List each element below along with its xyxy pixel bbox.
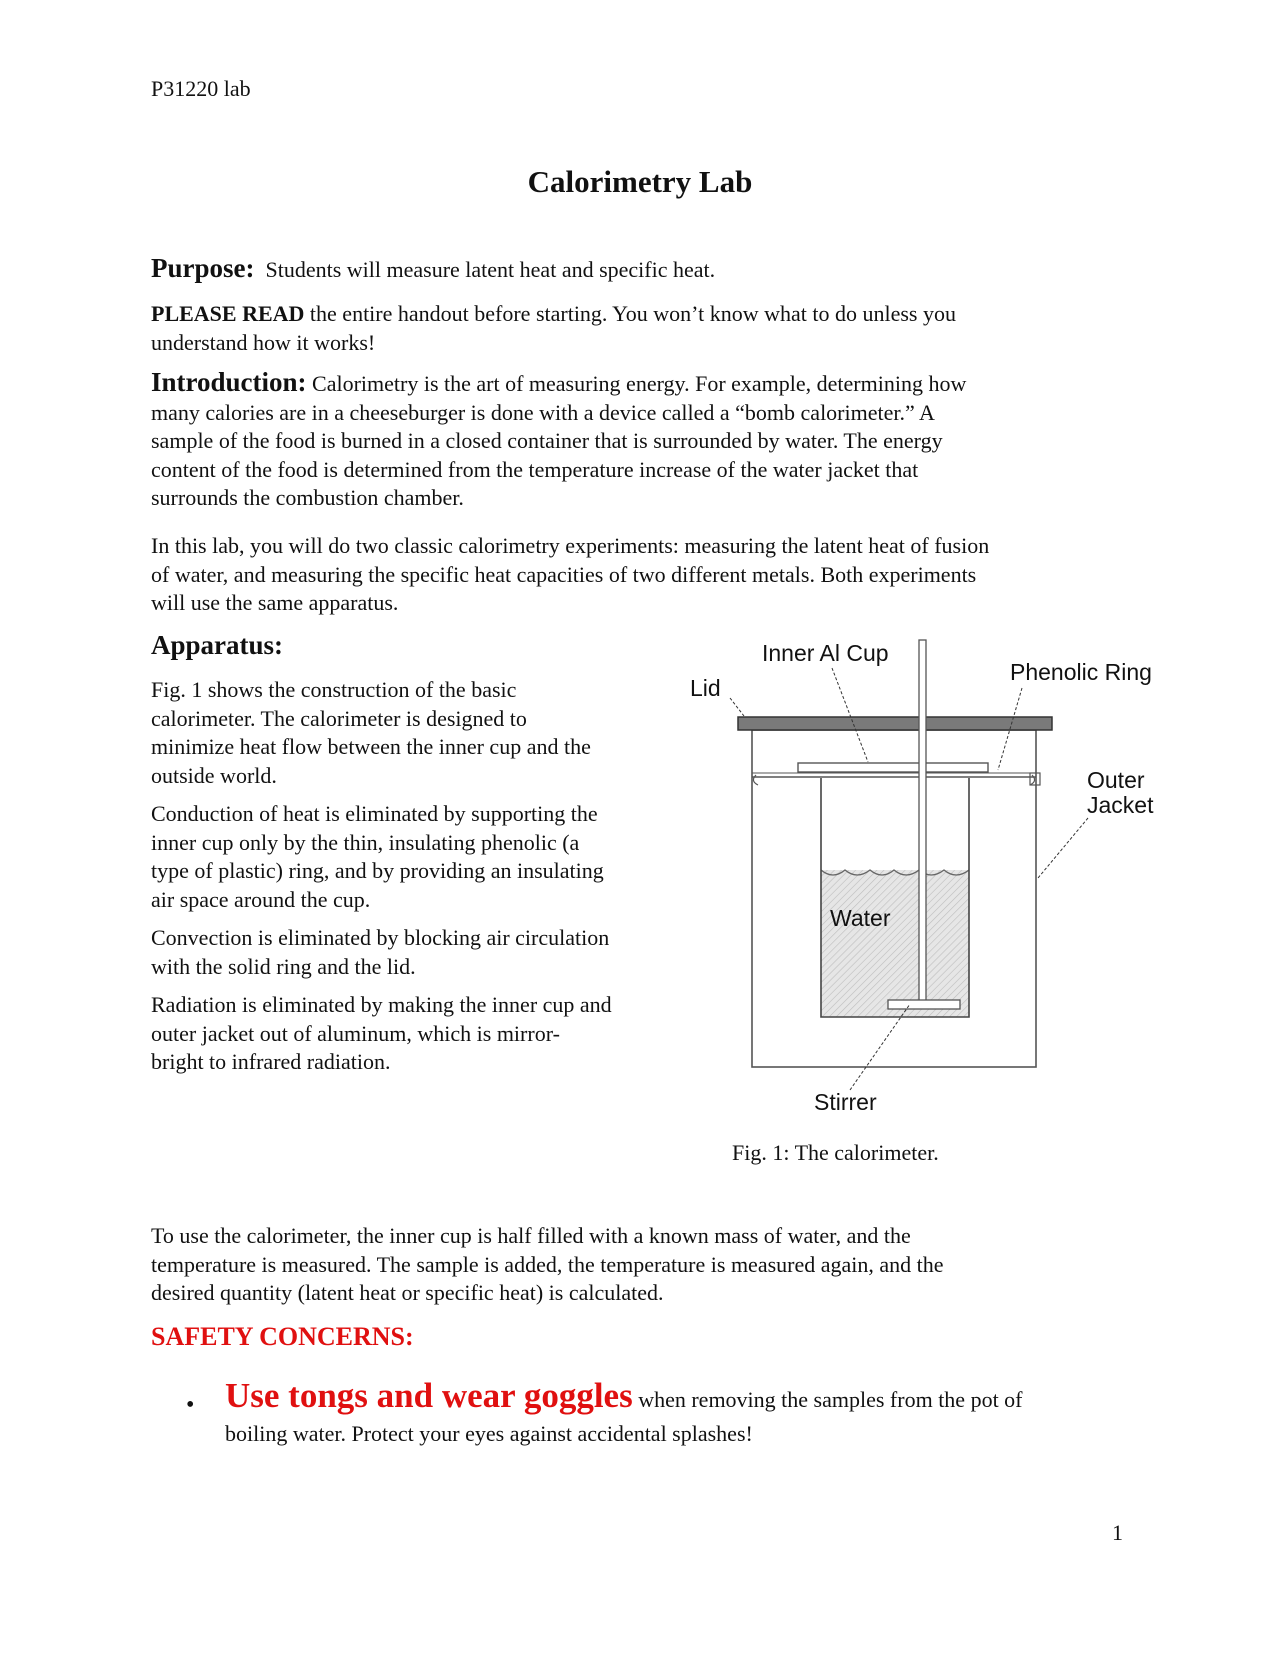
introduction-line: sample of the food is burned in a closed container that is surrounded by water. The energy — [151, 428, 943, 453]
safety-emphasis: Use tongs and wear goggles — [225, 1376, 633, 1415]
page-number: 1 — [1112, 1520, 1123, 1545]
course-header: P31220 lab — [151, 76, 251, 101]
apparatus-line: Convection is eliminated by blocking air circulation — [151, 925, 610, 950]
apparatus-heading: Apparatus: — [151, 630, 284, 660]
purpose-heading: Purpose: — [151, 253, 255, 283]
page-title: Calorimetry Lab — [527, 164, 753, 199]
apparatus-line: with the solid ring and the lid. — [151, 953, 416, 979]
safety-rest-line1: when removing the samples from the pot of — [638, 1387, 1023, 1412]
label-inner-al-cup: Inner Al Cup — [762, 640, 889, 666]
inner-cup — [821, 778, 969, 1017]
safety-rest-line2: boiling water. Protect your eyes against accidental splashes! — [225, 1421, 753, 1446]
purpose-text: Students will measure latent heat and specific heat. — [265, 257, 716, 282]
lab-description-line: In this lab, you will do two classic calorimetry experiments: measuring the latent heat of fusion — [151, 533, 990, 558]
apparatus-line: bright to infrared radiation. — [151, 1049, 391, 1074]
apparatus-line: outside world. — [151, 762, 277, 788]
apparatus-line: minimize heat flow between the inner cup and the — [151, 734, 591, 759]
label-stirrer: Stirrer — [814, 1089, 877, 1115]
water-fill — [821, 870, 969, 1017]
figure-caption: Fig. 1: The calorimeter. — [732, 1140, 939, 1165]
apparatus-line: Conduction of heat is eliminated by supporting the — [151, 801, 598, 826]
please-read-bold: PLEASE READ — [151, 301, 305, 326]
label-outer: Outer — [1087, 767, 1145, 793]
apparatus-line: air space around the cup. — [151, 886, 371, 912]
apparatus-line: Radiation is eliminated by making the inner cup and — [151, 992, 612, 1017]
lab-description-line: of water, and measuring the specific heat capacities of two different metals. Both experiments — [151, 561, 977, 587]
usage-line: To use the calorimeter, the inner cup is half filled with a known mass of water, and the — [151, 1223, 911, 1248]
usage-line: desired quantity (latent heat or specific heat) is calculated. — [151, 1280, 664, 1305]
phenolic-ring — [752, 763, 1040, 785]
usage-line: temperature is measured. The sample is added, the temperature is measured again, and the — [151, 1251, 944, 1277]
bullet-point: • — [186, 1392, 195, 1418]
apparatus-line: outer jacket out of aluminum, which is mirror- — [151, 1020, 560, 1046]
apparatus-line: inner cup only by the thin, insulating phenolic (a — [151, 829, 580, 855]
introduction-line: many calories are in a cheeseburger is done with a device called a “bomb calorimeter.” A — [151, 399, 935, 425]
label-water: Water — [830, 905, 891, 931]
apparatus-line: type of plastic) ring, and by providing an insulating — [151, 858, 604, 883]
lab-description-line: will use the same apparatus. — [151, 590, 399, 615]
label-phenolic-ring: Phenolic Ring — [1010, 659, 1152, 685]
label-jacket: Jacket — [1087, 792, 1154, 818]
usage-section — [151, 1222, 944, 1308]
introduction-line: surrounds the combustion chamber. — [151, 485, 464, 510]
apparatus-line: Fig. 1 shows the construction of the basic — [151, 677, 517, 702]
introduction-line: content of the food is determined from the temperature increase of the water jacket that — [151, 456, 919, 482]
please-read-line2: understand how it works! — [151, 329, 376, 355]
safety-heading: SAFETY CONCERNS: — [151, 1322, 414, 1351]
apparatus-line: calorimeter. The calorimeter is designed to — [151, 705, 527, 731]
introduction-heading: Introduction: — [151, 367, 307, 397]
safety-bullet-text — [225, 1376, 1023, 1449]
introduction-line1: Calorimetry is the art of measuring energy. For example, determining how — [312, 371, 967, 396]
label-lid: Lid — [690, 675, 721, 701]
please-read-line1: the entire handout before starting. You won’t know what to do unless you — [309, 301, 956, 326]
lid — [738, 717, 1052, 730]
